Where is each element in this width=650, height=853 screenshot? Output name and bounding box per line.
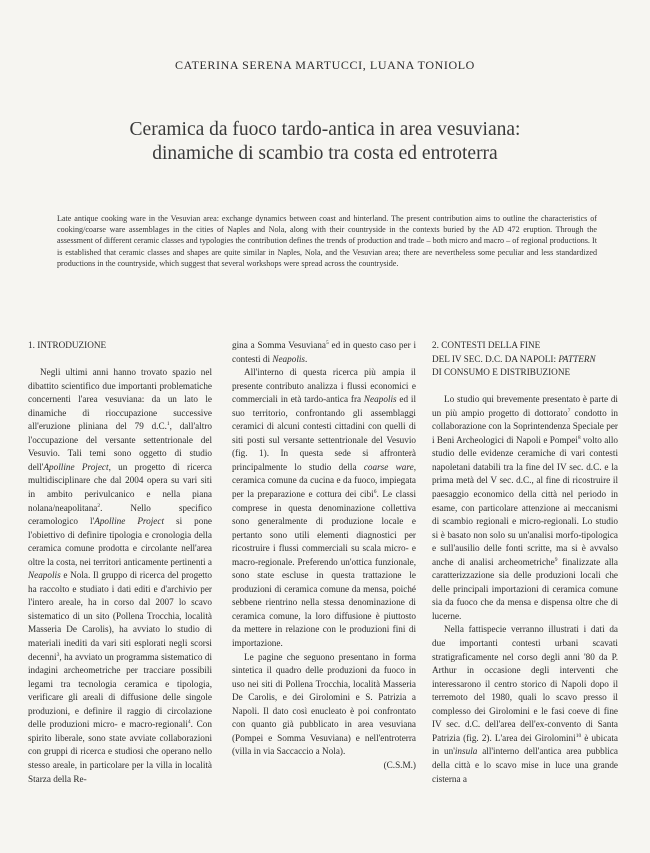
footnote-ref: 5 <box>325 340 329 346</box>
title-line-1: Ceramica da fuoco tardo-antica in area vesuviana: <box>129 119 521 140</box>
article-title <box>40 118 610 166</box>
authors: CATERINA SERENA MARTUCCI, LUANA TONIOLO <box>175 58 475 72</box>
author-signature: (C.S.M.) <box>383 759 416 770</box>
paragraph: Lo studio qui brevemente presentato è parte di un più ampio progetto di dottorato$^7$ condotto in collaborazione con la Soprintendenza Speciale per i Beni Archeologici di Napoli e Pompei$^8$ volto allo studio delle evidenze ceramiche di vari contesti napoletani databili tra la fine del IV sec. d.C. e la prima metà del V sec. d.C., al fine di ricostruire il paesaggio economico della città nel periodo in esame, con particolare attenzione ai meccanismi di scambio regionali e micro-regionali. Lo studio si è basato non solo su un'analisi morfo-tipologica e sull'ausilio delle fonti scritte, ma si è avvalso anche di analisi archeometriche$^9$ finalizzate alla caratterizzazione sia delle produzioni locali che delle principali importazioni di ceramica comune sia da fuoco che da mensa e dispensa oltre che di lucerne. <box>432 394 619 621</box>
section-heading-line-1: 2. CONTESTI DELLA FINE <box>432 340 541 350</box>
paragraph: Negli ultimi anni hanno trovato spazio nel dibattito scientifico due importanti problematiche concernenti l'area vesuviana: da un lato le dinamiche di rioccupazione successive all'eruzione pliniana del 79 d.C.$^1$, dall'altro l'occupazione del versante settentrionale del Vesuvio. Tali temi sono oggetto di studio dell'Apolline Project, un progetto di ricerca multidisciplinare che dal 2004 opera su vari siti in ambito perivulcanico e nella piana nolana/neapolitana$^2$. Nello specifico ceramologico l'Apolline Project si pone l'obiettivo di definire tipologia e cronologia della ceramica comune prodotta e circolante nell'area oltre la costa, nei territori anticamente pertinenti a Neapolis e Nola. Il gruppo di ricerca del progetto ha raccolto e studiato i dati editi e d'archivio per l'intero areale, ha in corso dal 2007 lo scavo sistematico di un sito (Pollena Trocchia, località Masseria De Carolis), ha avviato lo studio di materiali inediti da vari siti esplorati negli scorsi decenni$^3$, ha avviato un programma sistematico di indagini archeometriche per tracciare possibili legami tra tecnologia ceramica e tipologia, verificare gli areali di diffusione delle singole produzioni, e definire il raggio di circolazione delle produzioni micro- e macro-regionali$^4$. Con spirito liberale, sono state avviate collaborazioni con gruppi di ricerca e studiosi che operano nello stesso areale, in particolare per la villa in località Starza della Re- <box>28 367 212 784</box>
title-line-2: dinamiche di scambio tra costa ed entroterra <box>152 143 498 164</box>
footnote-ref: 7 <box>567 407 571 414</box>
section-heading-line-3: DI CONSUMO E DISTRIBUZIONE <box>432 367 571 378</box>
paragraph: Le pagine che seguono presentano in forma sintetica il quadro delle produzioni da fuoco in uso nei siti di Pollena Trocchia, località Masseria De Carolis, e dei Girolomini e S. Patrizia a Napoli. Il dato così enucleato è poi confrontato con quanto già pubblicato in area vesuviana (Pompei e Somma Vesuviana) e nell'entroterra (villa in via Saccaccio a Nola). <box>232 651 416 757</box>
footnote-ref: 6 <box>373 489 377 496</box>
paragraph: Nella fattispecie verranno illustrati i dati da due importanti contesti urbani scavati stratigraficamente nel corso degli anni '80 da P. Arthur in occasione degli interventi che interessarono il centro storico di Napoli dopo il terremoto del 1980, quali lo scavo presso il complesso dei Girolomini e le fasi coeve di fine IV sec. d.C. dell'area dell'ex-convento di Santa Patrizia (fig. 2). L'area dei Girolomini$^{10}$ è ubicata in un'insula all'interno dell'antica area pubblica della città e lo scavo mise in luce una grande cisterna a <box>432 624 618 784</box>
column-2 <box>232 339 416 773</box>
section-heading-line-2: DEL IV SEC. D.C. DA NAPOLI: PATTERN <box>432 353 596 364</box>
column-3 <box>432 339 618 786</box>
footnote-ref: 10 <box>575 732 582 739</box>
column-1 <box>28 339 212 786</box>
footnote-ref: 8 <box>577 434 581 441</box>
footnote-ref: 4 <box>187 719 191 726</box>
footnote-ref: 1 <box>166 421 170 428</box>
footnote-ref: 9 <box>554 556 558 563</box>
footnote-ref: 3 <box>56 651 60 658</box>
paragraph: All'interno di questa ricerca più ampia il presente contributo analizza i flussi economici e commerciali in età tardo-antica fra Neapolis ed il suo territorio, confrontando gli assemblaggi ceramici di alcuni contesti cittadini con quelli di siti posti sul versante settentrionale del Vesuvio (fig. 1). In questa sede si affronterà principalmente lo studio della coarse ware, ceramica comune da cucina e da fuoco, impiegata per la preparazione e cottura dei cibi$^6$. Le classi comprese in questa denominazione collettiva sono generalmente di produzione locale e pertanto sono utili elementi diagnostici per ricostruire i flussi commerciali su scala micro- e macro-regionale. Preferendo un'ottica funzionale, sono state escluse in questa trattazione le produzioni di ceramica comune da mensa, poiché sebbene rientrino nella stessa denominazione di ceramica comune, la loro diffusione è piuttosto da mettere in relazione con le produzioni fini di importazione. <box>232 367 416 649</box>
footnote-ref: 2 <box>97 502 101 509</box>
paragraph: gina a Somma Vesuviana$^5$ ed in questo caso per i contesti di Neapolis. <box>232 340 416 364</box>
abstract: Late antique cooking ware in the Vesuvian area: exchange dynamics between coast and hinterland. The present contribution aims to outline the characteristics of cooking/coarse ware assemblages in the cities of Naples and Nola, along with their countryside in the contexts buried by the AD 472 eruption. Through the assessment of different ceramic classes and typologies the contribution defines the trends of production and trade – both micro and macro – of regional productions. It is established that ceramic classes and shapes are quite similar in Naples, Nola, and the Vesuvian area; there are nevertheless some peculiar and less standardized productions in the countryside, which suggest that several workshops were spread across the countryside. <box>57 214 597 268</box>
section-heading-introduzione: 1. INTRODUZIONE <box>28 340 107 350</box>
